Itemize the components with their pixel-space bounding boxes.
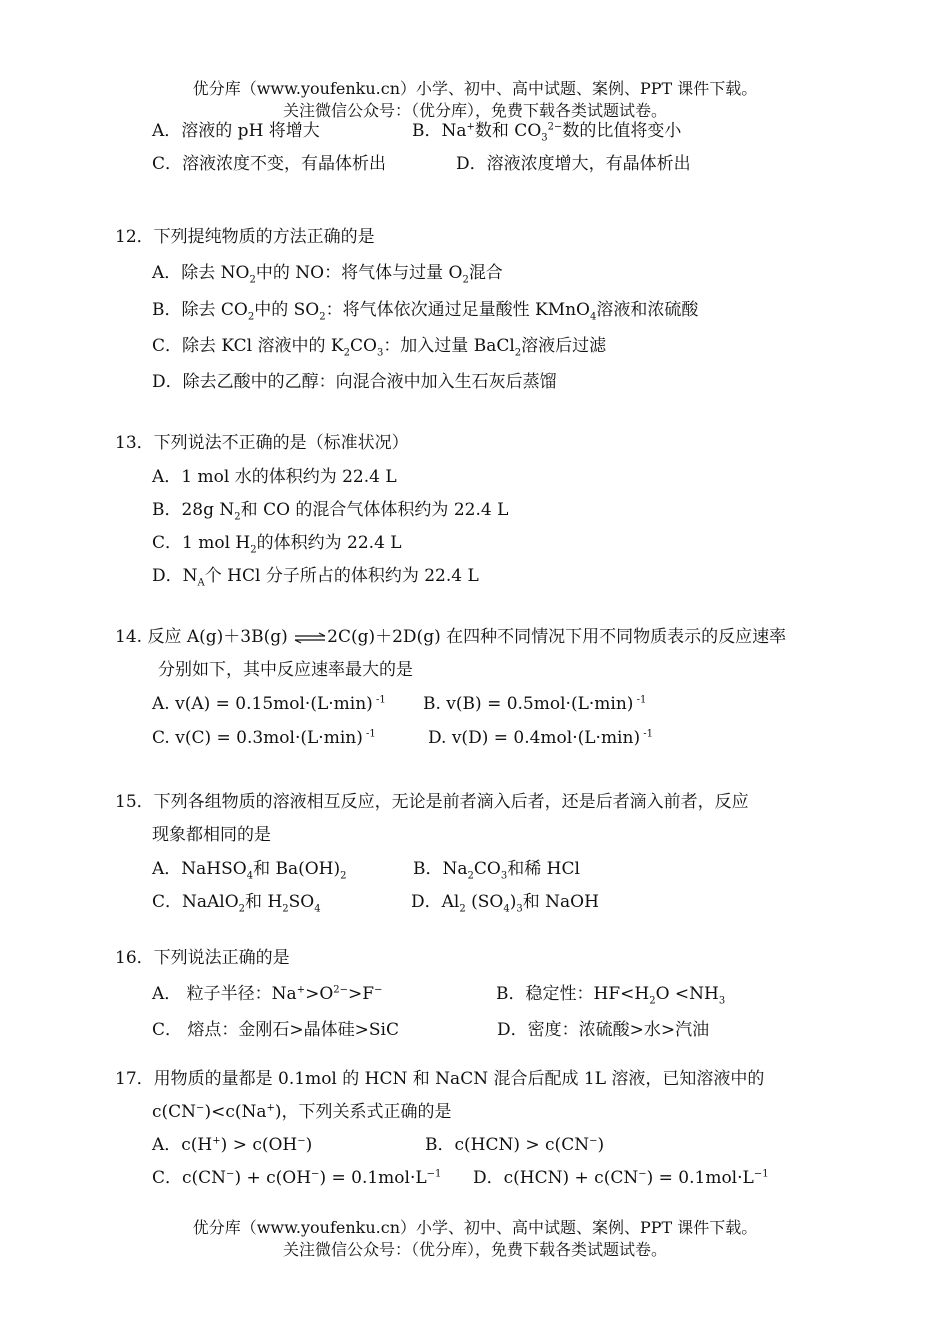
q11-option-b: B．Na+数和 $CO_3^{2-}$数的比值将变小	[412, 121, 682, 144]
equilibrium-arrow-icon	[293, 632, 327, 644]
q17-stem-1: 17．用物质的量都是 0.1mol 的 HCN 和 NaCN 混合后配成 1L 溶液，已知溶液中的	[115, 1069, 765, 1089]
q14-option-c: C. v(C) = 0.3mol·(L·min) $^{-1}$	[152, 728, 376, 748]
q13-option-c: C．1 mol $H_2$的体积约为 22.4 L	[152, 533, 402, 556]
footer-line-2: 关注微信公众号：（优分库），免费下载各类试题试卷。	[282, 1240, 667, 1259]
q15-option-b: B．$Na_2CO_3$和稀 HCl	[413, 859, 580, 882]
q14-option-b: B. v(B) = 0.5mol·(L·min) $^{-1}$	[423, 694, 647, 714]
q16-option-c: C． 熔点：金刚石>晶体硅>SiC	[152, 1020, 399, 1040]
q17-option-d: D．$c(HCN) + c(CN^-) = 0.1mol\cdot L^{-1}$	[473, 1168, 769, 1188]
q15-stem-1: 15．下列各组物质的溶液相互反应，无论是前者滴入后者，还是后者滴入前者，反应	[115, 792, 749, 812]
q17-option-b: B．c(HCN) > c(CN−)	[425, 1135, 605, 1155]
q14-option-a: A. v(A) = 0.15mol·(L·min) $^{-1}$	[152, 694, 386, 714]
q13-stem: 13．下列说法不正确的是（标准状况）	[115, 433, 409, 453]
q14-stem: 14. 反应 A(g)＋3B(g) 2C(g)＋2D(g) 在四种不同情况下用不同物质表示的反应速率	[115, 627, 787, 647]
q17-option-c: C．$c(CN^-) + c(OH^-) = 0.1mol\cdot L^{-1}$	[152, 1168, 442, 1188]
header-line-1: 优分库（www.youfenku.cn）小学、初中、高中试题、案例、PPT 课件下载。	[192, 79, 758, 98]
q13-option-a: A．1 mol 水的体积约为 22.4 L	[152, 467, 397, 487]
q17-stem-2: c(CN−)<c(Na+)，下列关系式正确的是	[152, 1102, 452, 1122]
q12-option-a: A．除去 $NO_2$中的 NO：将气体与过量 $O_2$混合	[152, 263, 503, 286]
q16-option-d: D．密度：浓硫酸>水>汽油	[497, 1020, 710, 1040]
q15-option-d: D．$Al_2$ $(SO_4)_3$和 NaOH	[411, 892, 599, 915]
q12-option-b: B．除去 $CO_2$中的 $SO_2$：将气体依次通过足量酸性 KMnO$_4$溶液和浓硫酸	[152, 300, 699, 323]
q11-option-a: A．溶液的 pH 将增大	[152, 121, 320, 141]
q12-option-c: C．除去 KCl 溶液中的 $K_2CO_3$：加入过量 BaCl$_2$溶液后过滤	[152, 336, 607, 359]
q11-option-d: D．溶液浓度增大，有晶体析出	[456, 154, 691, 174]
q12-stem: 12．下列提纯物质的方法正确的是	[115, 227, 375, 247]
q12-option-d: D．除去乙酸中的乙醇：向混合液中加入生石灰后蒸馏	[152, 372, 557, 392]
q17-option-a: A．c(H+) > c(OH−)	[152, 1135, 313, 1155]
q15-stem-2: 现象都相同的是	[152, 825, 271, 845]
q14-stem-2: 分别如下，其中反应速率最大的是	[158, 660, 413, 680]
q14-option-d: D. v(D) = 0.4mol·(L·min) $^{-1}$	[428, 728, 653, 748]
q16-stem: 16．下列说法正确的是	[115, 948, 290, 968]
q15-option-c: C．NaAlO$_2$和 $H_2SO_4$	[152, 892, 321, 915]
header-line-2: 关注微信公众号：（优分库），免费下载各类试题试卷。	[282, 101, 667, 120]
q11-option-c: C．溶液浓度不变，有晶体析出	[152, 154, 387, 174]
q16-option-a: A． 粒子半径：$Na^+>O^{2-}>F^-$	[152, 984, 383, 1004]
q15-option-a: A．NaHSO$_4$和 $Ba(OH)_2$	[152, 859, 347, 882]
q13-option-d: D．$N_A$个 HCl 分子所占的体积约为 22.4 L	[152, 566, 479, 589]
q13-option-b: B．28g $N_2$和 CO 的混合气体体积约为 22.4 L	[152, 500, 509, 523]
footer-line-1: 优分库（www.youfenku.cn）小学、初中、高中试题、案例、PPT 课件下载。	[192, 1218, 758, 1237]
q16-option-b: B．稳定性：$HF<H_2O <NH_3$	[496, 984, 726, 1007]
